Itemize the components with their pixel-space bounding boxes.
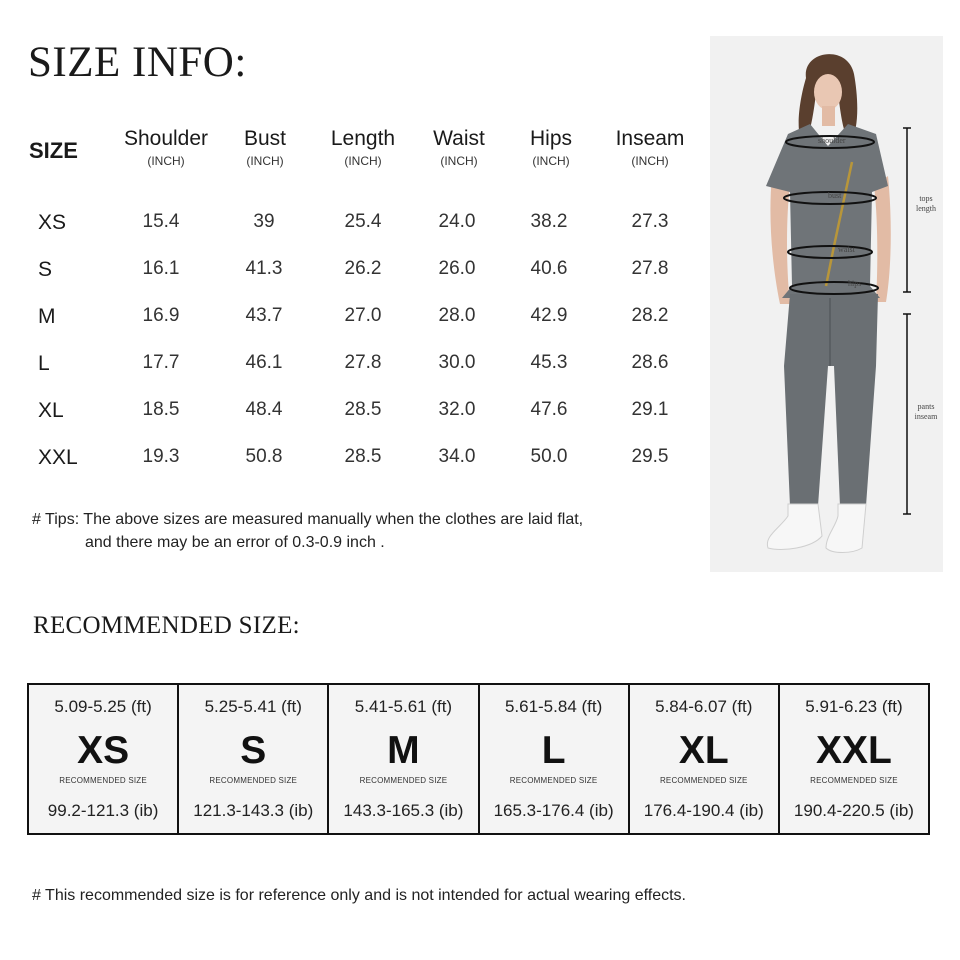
- recommended-size-caption: RECOMMENDED SIZE: [509, 776, 598, 785]
- height-range: 5.91-6.23 (ft): [805, 697, 903, 716]
- weight-range: 121.3-143.3 (ib): [193, 801, 314, 820]
- bust-value: 41.3: [245, 258, 283, 279]
- hips-value: 38.2: [530, 211, 568, 232]
- face-shape: [814, 74, 842, 110]
- column-header-shoulder: [124, 125, 208, 169]
- column-header-length: [331, 125, 395, 169]
- size-letter: L: [541, 729, 566, 772]
- length-value: 28.5: [344, 399, 382, 420]
- waist-value: 32.0: [438, 399, 476, 420]
- page-title: SIZE INFO:: [28, 39, 247, 86]
- tops-length-label-1: tops: [919, 194, 933, 203]
- right-shoe-shape: [826, 504, 866, 553]
- waist-value: 30.0: [438, 352, 476, 373]
- column-name: Waist: [433, 127, 485, 150]
- waist-value: 24.0: [438, 211, 476, 232]
- size-label: XS: [38, 211, 67, 234]
- recommended-cell-s: [179, 685, 329, 833]
- shoulder-value: 19.3: [142, 446, 180, 467]
- hips-value: 47.6: [530, 399, 568, 420]
- recommended-size-caption: RECOMMENDED SIZE: [659, 776, 748, 785]
- weight-range: 165.3-176.4 (ib): [493, 801, 614, 820]
- column-unit: (INCH): [344, 154, 382, 168]
- recommended-cell-xl: [630, 685, 780, 833]
- size-label: L: [38, 352, 50, 375]
- shoulder-value: 15.4: [142, 211, 180, 232]
- column-unit: (INCH): [147, 154, 185, 168]
- length-value: 27.8: [344, 352, 382, 373]
- bust-value: 48.4: [245, 399, 283, 420]
- neck-shape: [822, 106, 835, 126]
- height-range: 5.61-5.84 (ft): [504, 697, 603, 716]
- size-column-header: SIZE: [29, 138, 78, 163]
- size-label: M: [38, 305, 56, 328]
- waist-value: 28.0: [438, 305, 476, 326]
- weight-range: 99.2-121.3 (ib): [47, 801, 159, 820]
- column-header-waist: [433, 125, 485, 169]
- height-range: 5.09-5.25 (ft): [54, 697, 152, 716]
- pants-inseam-label-1: pants: [917, 402, 935, 411]
- recommended-cell-m: [329, 685, 479, 833]
- column-name: Hips: [529, 127, 573, 150]
- measurement-tips: [32, 508, 583, 554]
- bust-label: bust: [828, 191, 842, 200]
- model-photo: [710, 36, 943, 572]
- tops-length-label-2: length: [916, 204, 936, 213]
- shoulder-value: 18.5: [142, 399, 180, 420]
- shoulder-value: 16.9: [142, 305, 180, 326]
- tips-line-1: # Tips: The above sizes are measured manually when the clothes are laid flat,: [32, 511, 584, 528]
- hips-value: 45.3: [530, 352, 568, 373]
- size-letter: XXL: [816, 729, 892, 772]
- length-value: 28.5: [344, 446, 382, 467]
- length-value: 27.0: [344, 305, 382, 326]
- inseam-value: 29.1: [631, 399, 669, 420]
- length-value: 25.4: [344, 211, 382, 232]
- column-unit: (INCH): [246, 154, 284, 168]
- shoulder-value: 16.1: [142, 258, 180, 279]
- bust-value: 43.7: [245, 305, 283, 326]
- recommended-cell-xs: [29, 685, 179, 833]
- right-arm-shape: [874, 176, 891, 302]
- size-label: XXL: [38, 446, 78, 469]
- inseam-value: 28.2: [631, 305, 669, 326]
- left-shoe-shape: [767, 504, 822, 550]
- bust-value: 46.1: [245, 352, 283, 373]
- tips-line-2: and there may be an error of 0.3-0.9 inch .: [85, 534, 385, 551]
- waist-value: 34.0: [438, 446, 476, 467]
- inseam-value: 29.5: [631, 446, 669, 467]
- height-range: 5.84-6.07 (ft): [655, 697, 753, 716]
- recommended-size-caption: RECOMMENDED SIZE: [59, 776, 147, 785]
- column-name: Bust: [243, 127, 287, 150]
- length-value: 26.2: [344, 258, 382, 279]
- size-letter: XL: [678, 729, 729, 772]
- bust-value: 50.8: [245, 446, 283, 467]
- recommended-size-caption: RECOMMENDED SIZE: [359, 776, 448, 785]
- shoulder-label: shoulder: [818, 136, 846, 145]
- column-header-inseam: [616, 125, 685, 169]
- column-name: Inseam: [615, 127, 685, 150]
- table-row: [0, 352, 700, 382]
- recommended-cell-xxl: [780, 685, 928, 833]
- hips-value: 42.9: [530, 305, 568, 326]
- shoulder-value: 17.7: [142, 352, 180, 373]
- recommended-cell-l: [480, 685, 630, 833]
- table-row: [0, 305, 700, 335]
- inseam-value: 28.6: [631, 352, 669, 373]
- model-illustration: [710, 36, 943, 572]
- table-row: [0, 446, 700, 476]
- scrub-pants-shape: [784, 294, 878, 506]
- weight-range: 190.4-220.5 (ib): [793, 801, 914, 820]
- weight-range: 176.4-190.4 (ib): [643, 801, 764, 820]
- weight-range: 143.3-165.3 (ib): [343, 801, 464, 820]
- height-range: 5.41-5.61 (ft): [354, 697, 453, 716]
- recommended-size-title: RECOMMENDED SIZE:: [33, 612, 300, 639]
- footnote: # This recommended size is for reference only and is not intended for actual wearing effects.: [32, 887, 686, 904]
- column-header-bust: [244, 125, 286, 169]
- inseam-value: 27.3: [631, 211, 669, 232]
- column-unit: (INCH): [631, 154, 669, 168]
- column-name: Shoulder: [123, 127, 209, 150]
- recommended-size-caption: RECOMMENDED SIZE: [810, 776, 898, 785]
- hips-value: 50.0: [530, 446, 568, 467]
- column-unit: (INCH): [440, 154, 478, 168]
- size-letter: M: [387, 729, 420, 772]
- column-header-hips: [530, 125, 572, 169]
- table-row: [0, 258, 700, 288]
- hips-value: 40.6: [530, 258, 568, 279]
- size-letter: S: [240, 729, 267, 772]
- bust-value: 39: [253, 211, 275, 232]
- pants-inseam-label-2: inseam: [914, 412, 938, 421]
- size-label: XL: [38, 399, 64, 422]
- table-row: [0, 399, 700, 429]
- table-row: [0, 211, 700, 241]
- waist-label: waist: [838, 245, 855, 254]
- waist-value: 26.0: [438, 258, 476, 279]
- column-unit: (INCH): [532, 154, 570, 168]
- inseam-value: 27.8: [631, 258, 669, 279]
- height-range: 5.25-5.41 (ft): [204, 697, 302, 716]
- hips-label: hips: [848, 279, 862, 288]
- size-label: S: [38, 258, 53, 281]
- size-letter: XS: [77, 729, 130, 772]
- column-name: Length: [330, 127, 396, 150]
- recommended-size-table: [27, 683, 930, 835]
- recommended-size-caption: RECOMMENDED SIZE: [209, 776, 298, 785]
